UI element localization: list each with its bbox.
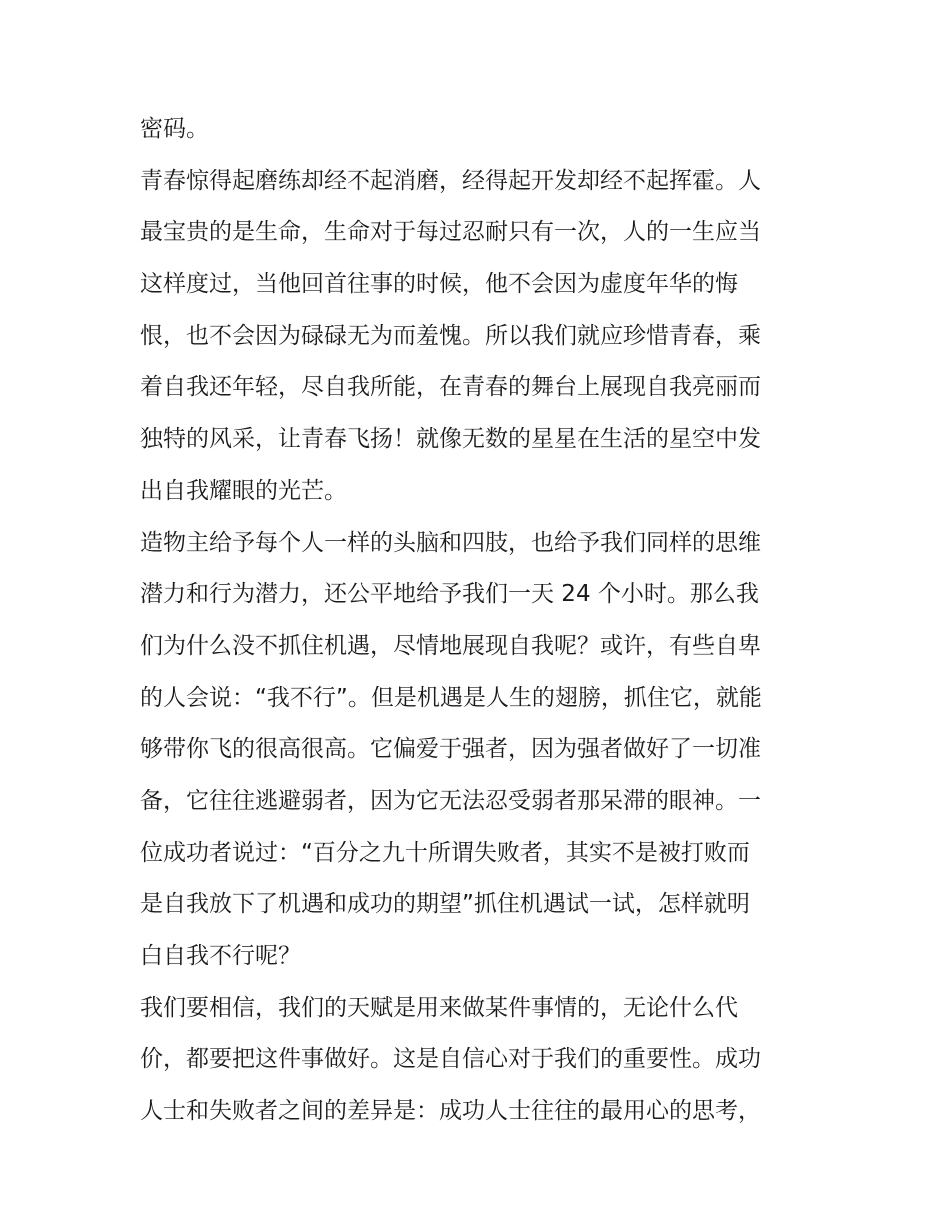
text-line: 最宝贵的是生命，生命对于每过忍耐只有一次，人的一生应当 — [140, 219, 761, 246]
text-line: 出自我耀眼的光芒。 — [140, 477, 347, 504]
text-line: 价，都要把这件事做好。这是自信心对于我们的重要性。成功 — [140, 1046, 761, 1073]
text-line: 这样度过，当他回首往事的时候，他不会因为虚度年华的悔 — [140, 271, 738, 298]
text-line: 造物主给予每个人一样的头脑和四肢，也给予我们同样的思维 — [140, 529, 761, 556]
text-line: 恨，也不会因为碌碌无为而羞愧。所以我们就应珍惜青春，乘 — [140, 322, 761, 349]
text-line: 潜力和行为潜力，还公平地给予我们一天 24 个小时。那么我 — [140, 581, 759, 608]
text-line: 位成功者说过：“百分之九十所谓失败者，其实不是被打败而 — [140, 839, 750, 866]
text-line: 着自我还年轻，尽自我所能，在青春的舞台上展现自我亮丽而 — [140, 374, 761, 401]
text-line: 人士和失败者之间的差异是：成功人士往往的最用心的思考， — [140, 1098, 761, 1125]
text-line: 的人会说：“我不行”。但是机遇是人生的翅膀，抓住它，就能 — [140, 684, 762, 711]
text-line: 够带你飞的很高很高。它偏爱于强者，因为强者做好了一切准 — [140, 736, 761, 763]
text-line: 青春惊得起磨练却经不起消磨，经得起开发却经不起挥霍。人 — [140, 167, 761, 194]
text-line: 白自我不行呢？ — [140, 943, 301, 969]
text-line: 密码。 — [140, 116, 209, 142]
text-line: 独特的风采，让青春飞扬！就像无数的星星在生活的星空中发 — [140, 426, 761, 453]
text-line: 我们要相信，我们的天赋是用来做某件事情的，无论什么代 — [140, 994, 738, 1021]
text-line: 备，它往往逃避弱者，因为它无法忍受弱者那呆滞的眼神。一 — [140, 787, 761, 814]
text-line: 们为什么没不抓住机遇，尽情地展现自我呢？或许，有些自卑 — [140, 632, 761, 659]
text-line: 是自我放下了机遇和成功的期望”抓住机遇试一试，怎样就明 — [140, 891, 750, 918]
body-text — [140, 109, 820, 1143]
